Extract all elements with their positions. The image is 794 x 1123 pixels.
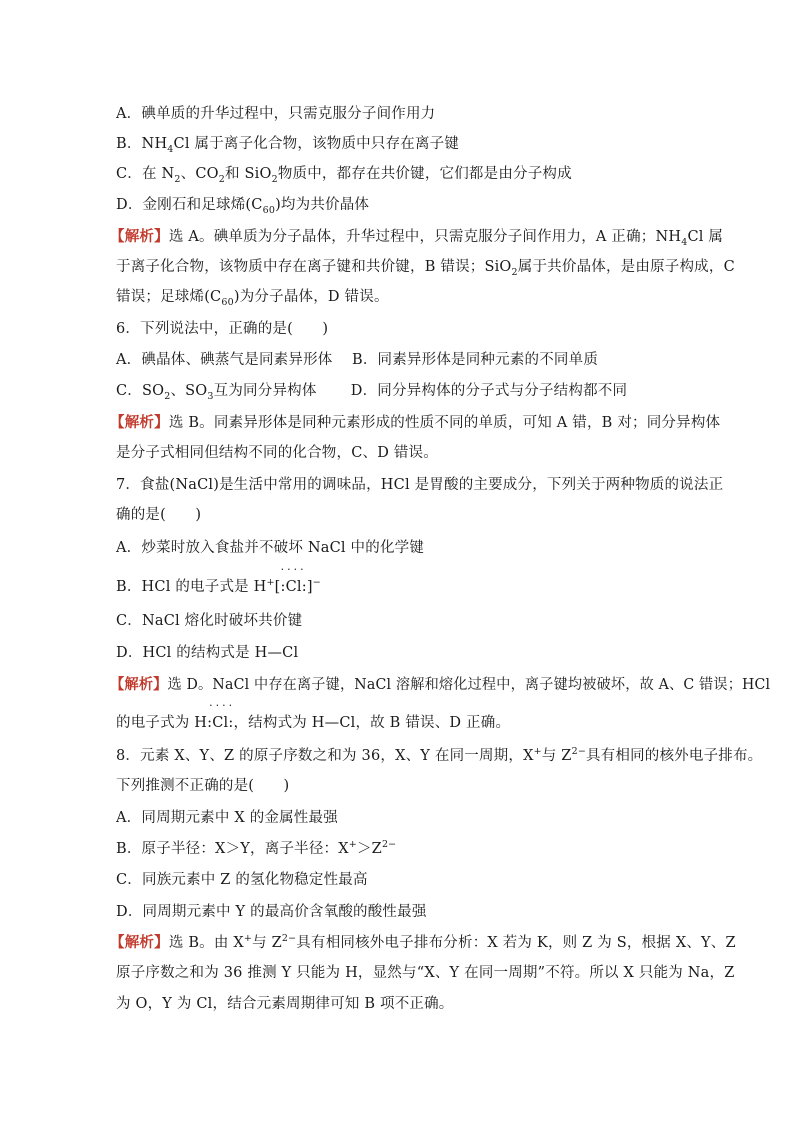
q7-option-c: C．NaCl 熔化时破坏共价键: [116, 613, 303, 629]
q8-analysis-line-3: 为 O，Y 为 Cl，结合元素周期律可知 B 项不正确。: [116, 996, 454, 1012]
q6-options-ab: A．碘晶体、碘蒸气是同素异形体 B．同素异形体是同种元素的不同单质: [116, 352, 599, 368]
q7-analysis-line-1: 【解析】选 D。NaCl 中存在离子键，NaCl 溶解和熔化过程中，离子键均被破坏，故 A、C 错误；HCl: [110, 676, 771, 693]
q5-option-d: D．金刚石和足球烯$(C_{60})$均为共价晶体: [116, 197, 370, 216]
q6-options-cd: C．$SO_2$、$SO_3$互为同分异构体 D．同分异构体的分子式与分子结构都不同: [116, 383, 628, 402]
q5-option-a: A．碘单质的升华过程中，只需克服分子间作用力: [116, 106, 436, 122]
q7-option-d: D．HCl 的结构式是 H—Cl: [116, 645, 299, 661]
q8-analysis-line-2: 原子序数之和为 36 推测 Y 只能为 H，显然与“X、Y 在同一周期”不符。所以 X 只能为 Na，Z: [116, 965, 735, 981]
q8-analysis-line-1: 【解析】选 B。由 X+与 $Z^{2-}$具有相同核外电子排布分析：X 若为 K，则 Z 为 S，根据 X、Y、Z: [110, 933, 736, 951]
q5-analysis-line-2: 于离子化合物，该物质中存在离子键和共价键，B 错误；SiO$_2$属于共价晶体，是由原子构成，C: [116, 259, 735, 278]
q5-option-c: C．在 $N_2$、$CO_2$和 SiO$_2$物质中，都存在共价键，它们都是由分子构成: [116, 166, 572, 185]
electron-dots: ····: [280, 563, 307, 576]
q5-analysis-line-1: 【解析】选 A。碘单质为分子晶体，升华过程中，只需克服分子间作用力，A 正确；$NH_4Cl$ 属: [110, 228, 724, 248]
q5-analysis-line-3: 错误；足球烯$(C_{60})$为分子晶体，D 错误。: [116, 289, 389, 308]
q8-stem-line-2: 下列推测不正确的是( ): [116, 778, 290, 794]
q8-option-a: A．同周期元素中 X 的金属性最强: [116, 810, 338, 826]
q7-stem-line-2: 确的是( ): [116, 507, 202, 523]
q7-stem-line-1: 7．食盐(NaCl)是生活中常用的调味品，HCl 是胃酸的主要成分，下列关于两种物质的说法正: [116, 477, 724, 493]
q7-option-b: B．HCl 的电子式是 H+ ···· [:Cl:]−: [116, 563, 321, 595]
q8-stem-line-1: 8．元素 X、Y、Z 的原子序数之和为 36，X、Y 在同一周期，X+与 $Z^{2-}$具有相同的核外电子排布。: [116, 746, 763, 764]
q6-analysis-line-2: 是分子式相同但结构不同的化合物，C、D 错误。: [116, 445, 438, 461]
q8-option-b: B．原子半径：X＞Y，离子半径：$X^+>Z^{2-}$: [116, 839, 397, 857]
analysis-tag: 【解析】: [110, 414, 169, 431]
q6-stem: 6．下列说法中，正确的是( ): [116, 321, 329, 337]
q8-option-d: D．同周期元素中 Y 的最高价含氧酸的酸性最强: [116, 904, 427, 920]
analysis-tag: 【解析】: [110, 934, 169, 951]
q8-option-c: C．同族元素中 Z 的氢化物稳定性最高: [116, 872, 368, 888]
q7-option-a: A．炒菜时放入食盐并不破坏 NaCl 中的化学键: [116, 540, 425, 556]
electron-dots: ····: [209, 699, 236, 712]
q7-analysis-line-2: 的电子式为 H ···· :Cl:，结构式为 H—Cl，故 B 错误、D 正确。: [116, 699, 511, 731]
q6-analysis-line-1: 【解析】选 B。同素异形体是同种元素形成的性质不同的单质，可知 A 错，B 对；同分异构体: [110, 414, 721, 431]
analysis-tag: 【解析】: [110, 228, 169, 245]
analysis-tag: 【解析】: [110, 676, 168, 693]
q5-option-b: B．$NH_4Cl$ 属于离子化合物，该物质中只存在离子键: [116, 136, 460, 155]
